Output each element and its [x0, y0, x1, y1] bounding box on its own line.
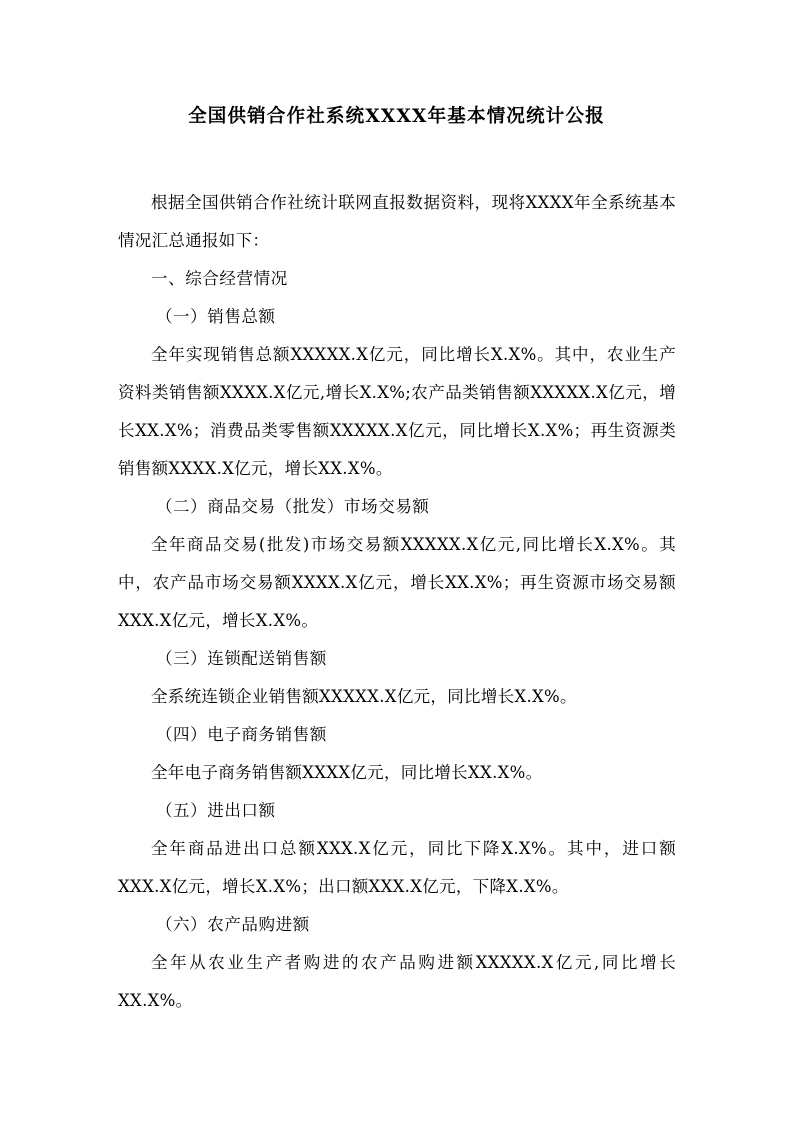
paragraph-e-commerce: 全年电子商务销售额XXXX亿元，同比增长XX.X%。	[151, 763, 543, 782]
subsection-heading-e-commerce: （四）电子商务销售额	[155, 725, 327, 744]
subsection-heading-total-sales: （一）销售总额	[155, 307, 276, 326]
document-title: 全国供销合作社系统XXXX年基本情况统计公报	[188, 106, 605, 127]
intro-paragraph: 根据全国供销合作社统计联网直报数据资料，现将XXXX年全系统基本情况汇总通报如下：	[118, 193, 676, 250]
section-heading-overall-operations: 一、综合经营情况	[151, 269, 288, 288]
paragraph-import-export: 全年商品进出口总额XXX.X亿元，同比下降X.X%。其中，进口额XXX.X亿元，增长X.X%；出口额XXX.X亿元，下降X.X%。	[118, 839, 676, 896]
document-body	[118, 184, 676, 1020]
paragraph-market-trading: 全年商品交易(批发)市场交易额XXXXX.X亿元,同比增长X.X%。其中，农产品市场交易额XXXX.X亿元，增长XX.X%；再生资源市场交易额XXX.X亿元，增长X.X%。	[118, 535, 676, 630]
subsection-heading-import-export: （五）进出口额	[155, 801, 276, 820]
subsection-heading-market-trading: （二）商品交易（批发）市场交易额	[155, 497, 430, 516]
paragraph-chain-distribution: 全系统连锁企业销售额XXXXX.X亿元，同比增长X.X%。	[151, 687, 577, 706]
paragraph-total-sales: 全年实现销售总额XXXXX.X亿元，同比增长X.X%。其中，农业生产资料类销售额XXXX.X亿元,增长X.X%;农产品类销售额XXXXX.X亿元，增长XX.X%；消费品类零售额XXXXX.X亿元，同比增长X.X%；再生资源类销售额XXXX.X亿元，增长XX.X%。	[118, 345, 676, 478]
subsection-heading-agricultural-purchases: （六）农产品购进额	[155, 915, 310, 934]
paragraph-agricultural-purchases: 全年从农业生产者购进的农产品购进额XXXXX.X亿元,同比增长XX.X%。	[118, 953, 676, 1010]
subsection-heading-chain-distribution: （三）连锁配送销售额	[155, 649, 327, 668]
